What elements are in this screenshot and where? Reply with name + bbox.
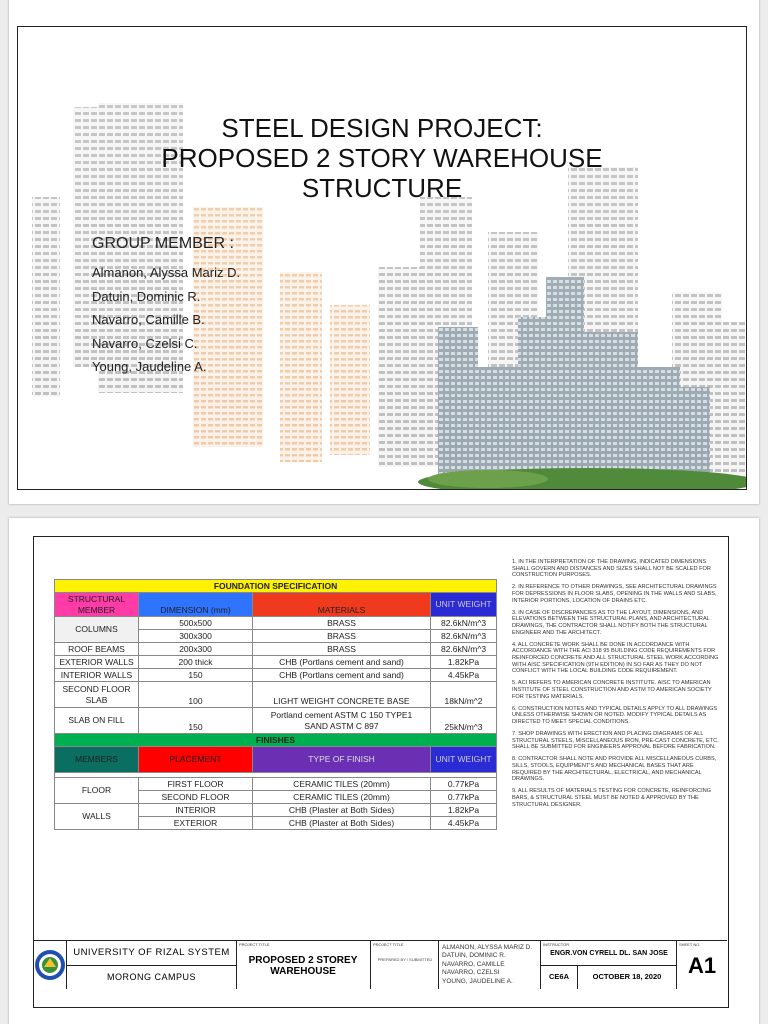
material-cell <box>253 708 431 734</box>
members-cell <box>439 941 541 989</box>
project-title <box>98 113 666 203</box>
member-name: Navarro, Czelsi C. <box>92 335 198 351</box>
member-entry: NAVARRO, CZELSI <box>442 969 500 977</box>
note: 3. IN CASE OF DISCREPANCIES AS TO THE LAYOUT, DIMENSIONS, AND ELEVATIONS BETWEEN THE STRUCTURAL PLANS, AND ARCHITECTURAL DRAWINGS, THE CONTRACTOR SHALL NOTIFY BOTH THE STRUCTURAL ENGINEER AND THE ARCHITECT. <box>512 609 710 636</box>
university-seal <box>33 941 67 989</box>
member-entry: ALMANON, ALYSSA MARIZ D. <box>442 944 533 951</box>
finish-cell: CHB (Plaster at Both Sides) <box>253 804 431 817</box>
finish-cell: CHB (Plaster at Both Sides) <box>253 817 431 830</box>
member-entry: YOUNG, JAUDELINE A. <box>442 977 513 985</box>
campus-name: MORONG CAMPUS <box>106 972 196 982</box>
material-cell: BRASS <box>253 617 431 630</box>
project-title-label-2: PROJECT TITLE <box>373 942 404 947</box>
foundation-spec-table <box>54 579 497 830</box>
material-cell: CHB (Portlans cement and sand) <box>253 656 431 669</box>
group-members <box>92 235 240 379</box>
member-cell: SECOND FLOOR SLAB <box>55 682 139 708</box>
placement-cell: EXTERIOR <box>139 817 253 830</box>
member-name: Almanon, Alyssa Mariz D. <box>92 265 241 280</box>
dim-cell: 300x300 <box>139 630 253 643</box>
weight-cell: 4.45kPa <box>431 669 497 682</box>
note: 1. IN THE INTERPRETATION OF THE DRAWING, INDICATED DIMENSIONS SHALL GOVERN AND DISTANCES AND SIZES SHALL NOT BE SCALED FOR CONSTRUCTION PURPOSES. <box>512 559 711 579</box>
note: 2. IN REFERENCE TO OTHER DRAWINGS, SEE ARCHITECTURAL DRAWINGS FOR DEPRESSIONS IN FLOOR SLABS, OPENING IN THE WALLS AND SLABS, INTERIOR PORTIONS, LOCATION OF DRAINS ETC. <box>512 584 717 604</box>
member-cell: INTERIOR WALLS <box>55 669 139 682</box>
instructor-row <box>541 941 676 966</box>
date-value: OCTOBER 18, 2020 <box>592 972 662 981</box>
member-cell: ROOF BEAMS <box>55 643 139 656</box>
member-cell: FLOOR <box>55 778 139 804</box>
prepared-by: PREPARED BY / SUBMITTED <box>377 957 433 962</box>
dim-cell: 500x500 <box>139 617 253 630</box>
member-name: Young, Jaudeline A. <box>92 359 207 374</box>
instructor-label: INSTRUCTOR <box>543 942 570 947</box>
header-cell: TYPE OF FINISH <box>253 747 431 773</box>
placement-cell: FIRST FLOOR <box>139 778 253 791</box>
project-title-value: PROPOSED 2 STOREY WAREHOUSE <box>248 955 358 977</box>
weight-cell: 25kN/m^3 <box>431 708 497 734</box>
member-cell: EXTERIOR WALLS <box>55 656 139 669</box>
member-name: Datuin, Dominic R. <box>92 288 201 304</box>
note: 6. CONSTRUCTION NOTES AND TYPICAL DETAILS APPLY TO ALL DRAWINGS UNLESS OTHERWISE SHOWN OR NOTED. MODIFY TYPICAL DETAILS AS DIRECTED TO MEET SPECIAL CONDITIONS. <box>512 705 718 725</box>
material-cell: BRASS <box>253 630 431 643</box>
member-entry: NAVARRO, CAMILLE <box>442 960 505 968</box>
weight-cell: 1.82kPa <box>431 804 497 817</box>
weight-cell: 4.45kPa <box>431 817 497 830</box>
note: 5. ACI REFERS TO AMERICAN CONCRETE INSTITUTE. AISC TO AMERICAN INSTITUTE OF STEEL CONSTRUCTION AND ASTM TO AMERICAN SOCIETY FOR TESTING MATERIALS. <box>512 680 712 700</box>
weight-cell: 0.77kPa <box>431 791 497 804</box>
note: 8. CONTRACTOR SHALL NOTE AND PROVIDE ALL MISCELLANEOUS CURBS, SILLS, STOOLS, EQUIPMENT'S AND MECHANICAL BASES THAT ARE REQUIRED BY THE ARCHITECTURAL, ELECTRICAL, AND MECHANICAL DRAWINGS. <box>512 756 717 783</box>
header-cell: PLACEMENT <box>139 747 253 773</box>
instructor-name: ENGR.VON CYRELL DL. SAN JOSE <box>550 950 668 957</box>
dim-cell: 150 <box>139 669 253 682</box>
title-block <box>33 940 727 989</box>
member-entry: DATUIN, DOMINIC R. <box>442 952 506 960</box>
sheet-frame <box>33 536 729 1008</box>
member-name: Navarro, Camille B. <box>92 312 205 327</box>
note: 7. SHOP DRAWINGS WITH ERECTION AND PLACING DIAGRAMS OF ALL STRUCTURAL STEELS, MISCELLANEOUS IRON, PRE-CAST CONCRETE, ETC. SHALL BE SUBMITTED FOR ENGINEERS APPROVAL BEFORE FABRICATION. <box>512 730 719 751</box>
finish-cell: CERAMIC TILES (20mm) <box>253 791 431 804</box>
header-cell: STRUCTURAL MEMBER <box>55 593 139 617</box>
weight-cell: 82.6kN/m^3 <box>431 630 497 643</box>
material-cell: CHB (Portlans cement and sand) <box>253 669 431 682</box>
header-cell: MEMBERS <box>55 747 139 773</box>
section-value: CE6A <box>541 965 578 989</box>
member-cell: SLAB ON FILL <box>55 708 139 734</box>
dim-cell: 150 <box>139 708 253 734</box>
spec-sheet-page <box>9 518 759 1024</box>
weight-cell: 0.77kPa <box>431 778 497 791</box>
university-cell <box>67 941 237 989</box>
project-title-label: PROJECT TITLE <box>239 942 270 947</box>
group-heading: GROUP MEMBER : <box>92 235 234 252</box>
title-line: STEEL DESIGN PROJECT: <box>221 113 543 143</box>
project-title-cell-2 <box>371 941 439 989</box>
material-line: Portland cement ASTM C 150 TYPE1 <box>270 709 413 720</box>
material-cell: BRASS <box>253 643 431 656</box>
placement-cell: INTERIOR <box>139 804 253 817</box>
note: 9. ALL RESULTS OF MATERIALS TESTING FOR CONCRETE, REINFORCING BARS, & STRUCTURAL STEEL MUST BE NOTED & APPROVED BY THE STRUCTURAL DESIGNER. <box>512 788 712 808</box>
placement-cell: SECOND FLOOR <box>139 791 253 804</box>
cover-page <box>9 0 759 504</box>
sheet-cell <box>677 941 727 989</box>
sheet-number: A1 <box>687 953 717 978</box>
weight-cell: 1.82kPa <box>431 656 497 669</box>
weight-cell: 82.6kN/m^3 <box>431 643 497 656</box>
dim-cell: 100 <box>139 682 253 708</box>
member-cell: COLUMNS <box>55 617 139 643</box>
material-cell: LIGHT WEIGHT CONCRETE BASE <box>253 682 431 708</box>
cover-frame <box>17 26 747 490</box>
university-name: UNIVERSITY OF RIZAL SYSTEM <box>67 941 236 966</box>
dim-cell: 200x300 <box>139 643 253 656</box>
seal-logo-icon <box>33 941 67 989</box>
instructor-cell <box>541 941 677 989</box>
header-cell: MATERIALS <box>253 593 431 617</box>
finish-cell: CERAMIC TILES (20mm) <box>253 778 431 791</box>
project-title-cell <box>237 941 371 989</box>
finishes-title: FINISHES <box>55 734 497 747</box>
title-line: PROPOSED 2 STORY WAREHOUSE <box>161 143 603 173</box>
weight-cell: 82.6kN/m^3 <box>431 617 497 630</box>
title-line: STRUCTURE <box>301 173 463 203</box>
table-title: FOUNDATION SPECIFICATION <box>55 580 497 593</box>
material-line: SAND ASTM C 897 <box>304 720 379 731</box>
general-notes <box>512 559 722 813</box>
header-cell: UNIT WEIGHT <box>431 593 497 617</box>
header-cell: UNIT WEIGHT <box>431 747 497 773</box>
header-cell: DIMENSION (mm) <box>139 593 253 617</box>
dim-cell: 200 thick <box>139 656 253 669</box>
member-cell: WALLS <box>55 804 139 830</box>
weight-cell: 18kN/m^2 <box>431 682 497 708</box>
sheet-label: SHEET NO. <box>679 942 701 947</box>
note: 4. ALL CONCRETE WORK SHALL BE DONE IN ACCORDANCE WITH ACCORDANCE WITH THE ACI 318 95 BUILDING CODE REQUIREMENTS FOR REINFORCED CONCRETE AND ALL STRUCTURAL STEEL WORK ACCORDING WITH AISC SPECIFICATION (9TH EDITION) IN SO FAR AS THEY DO NOT CONFLICT WITH THE LOCAL BUILDING CODE REQUIREMENT. <box>512 641 719 675</box>
